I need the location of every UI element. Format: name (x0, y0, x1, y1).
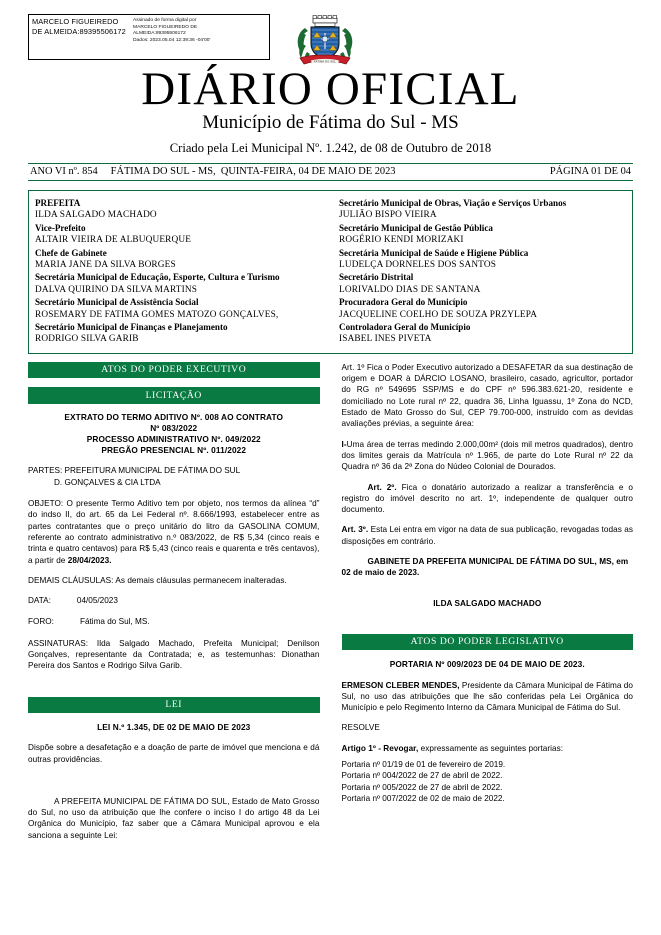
licitacao-objeto-date: 28/04/2023. (67, 555, 112, 565)
official-person: LUDELÇA DORNELES DOS SANTOS (339, 260, 497, 271)
lei-preamble (28, 796, 320, 841)
official-person: DALVA QUIRINO DA SILVA MARTINS (35, 284, 198, 295)
licitacao-partes-line-1: PARTES: PREFEITURA MUNICIPAL DE FÁTIMA DO SUL (28, 466, 241, 476)
licitacao-heading-line-1: EXTRATO DO TERMO ADITIVO Nº. 008 AO CONTRATO (64, 411, 284, 422)
licitacao-heading-line-4: PREGÃO PRESENCIAL Nº. 011/2022 (101, 445, 247, 456)
portaria-author-text: Presidente da Câmara Municipal de Fátima do Sul, no uso das atribuições que lhe são conferidas pela Lei Orgânica do Município e pelo Regimento Interno da Câmara Municipal de Fátima do Sul. (341, 680, 633, 713)
spacer (342, 618, 634, 634)
section-banner-licitacao: LICITAÇÃO (28, 387, 320, 403)
official-person: LORIVALDO DIAS DE SANTANA (339, 284, 481, 295)
spacer (342, 588, 634, 598)
spacer (28, 628, 320, 638)
licitacao-objeto-text: OBJETO: O presente Termo Aditivo tem por objeto, nos termos da alínea “d” do indso II, do art. 65 da Lei Federal nº. 8.666/1993, estabelecer entre as partes contratantes que o preço unitário do litro da GASOLINA COMUM, referente ao contrato administrativo n.º 083/2022, de R$ 5,34 (cinco reais e trinta e quatro centavos) para R$ 5,43 (cinco reais e quarenta e três centavos), a partir de (28, 499, 320, 565)
official-person: ROGÉRIO KENDI MORIZAKI (339, 235, 464, 246)
lei-art3-text: Esta Lei entra em vigor na data de sua publicação, revogadas todas as disposições em contrário. (341, 525, 633, 546)
lei-art3 (342, 524, 634, 547)
official-person: JACQUELINE COELHO DE SOUZA PRZYLEPA (339, 309, 538, 320)
official-role: PREFEITA (35, 198, 81, 208)
section-banner-lei: LEI (28, 697, 320, 713)
official-role: Controladora Geral do Município (339, 322, 471, 333)
lei-gabinete-text: GABINETE DA PREFEITA MUNICIPAL DE FÁTIMA DO SUL, MS, em 02 de maio de 2023. (341, 557, 629, 578)
official-role: Procuradora Geral do Município (339, 297, 468, 308)
official-person: ALTAIR VIEIRA DE ALBUQUERQUE (35, 235, 192, 246)
licitacao-heading-line-2: Nº 083/2022 (150, 422, 198, 433)
portaria-revoked-list (342, 759, 634, 804)
masthead-subtitle: Município de Fátima do Sul - MS (202, 112, 459, 133)
signature-detail-line-4: Dados: 2023.05.04 12:39:36 -04'00' (133, 37, 211, 43)
lei-art2-text: Fica o donatário autorizado a realizar a transferência e o registro do imóvel descrito no art. 1º, independente de qualquer outro documento. (341, 482, 634, 515)
spacer (28, 774, 320, 796)
official-role: Secretário Municipal de Assistência Social (35, 297, 199, 308)
spacer (28, 606, 320, 616)
lei-art3-marker: Art. 3º. (341, 525, 369, 535)
portaria-author-name: ERMESON CLEBER MENDES, (341, 680, 460, 690)
column-right (331, 362, 634, 850)
licitacao-demais-clausulas: DEMAIS CLÁUSULAS: As demais cláusulas permanecem inalteradas. (28, 575, 287, 585)
lei-item-1-marker: I- (341, 439, 347, 449)
masthead (28, 64, 633, 157)
portaria-resolve: RESOLVE (341, 723, 380, 733)
officials-column-left (35, 197, 331, 346)
licitacao-foro-row (28, 616, 320, 627)
issue-page-number: PÁGINA 01 DE 04 (549, 166, 631, 177)
lei-art2-marker: Art. 2º. (367, 482, 397, 492)
body-columns (28, 362, 633, 850)
spacer (28, 681, 320, 697)
portaria-artigo-1-marker: Artigo 1º - Revogar, (341, 743, 419, 753)
page-title: DIÁRIO OFICIAL (141, 63, 520, 115)
licitacao-foro (28, 616, 320, 627)
signature-signer-name: MARCELO FIGUEIREDO DE ALMEIDA:89395506172 (32, 17, 126, 36)
list-item: Portaria nº 01/19 de 01 de fevereiro de 2019. (341, 760, 506, 769)
signature-row (28, 0, 633, 62)
coat-of-arms-icon (294, 14, 356, 70)
column-left (28, 362, 331, 850)
digital-signature-stamp (28, 14, 270, 60)
official-role: Vice-Prefeito (35, 222, 86, 233)
list-item: Portaria nº 007/2022 de 02 de maio de 2022. (341, 793, 505, 803)
spacer (28, 488, 320, 498)
licitacao-assinaturas: ASSINATURAS: Ilda Salgado Machado, Prefeita Municipal; Denilson Gonçalves, representante da Contratada; e, as testemunhas: Dionathan Pereira dos Santos e Rodrigo Silva Garib. (28, 638, 320, 671)
section-banner-legislative: ATOS DO PODER LEGISLATIVO (342, 634, 634, 650)
licitacao-partes-line-2: D. GONÇALVES & CIA LTDA (54, 477, 161, 487)
official-role: Secretário Municipal de Gestão Pública (339, 222, 493, 233)
official-person: JULIÃO BISPO VIEIRA (339, 210, 437, 221)
licitacao-partes (28, 465, 320, 488)
official-person: MARIA JANE DA SILVA BORGES (35, 260, 176, 271)
signature-detail-line-2: MARCELO FIGUEIREDO DE (133, 24, 198, 30)
licitacao-data-value: 04/05/2023 (76, 596, 118, 606)
lei-item-1-text: Uma área de terras medindo 2.000,00m² (dois mil metros quadrados), dentro dos limites gerais da Matrícula nº 1.965, de parte do Lote Rural nº 22 da Quadra nº 36 da 2ª Zona do Núdeo Colonial de Dourados. (341, 439, 633, 472)
lei-gabinete (342, 556, 634, 579)
official-person: ILDA SALGADO MACHADO (35, 210, 157, 221)
lei-item-1 (342, 439, 634, 473)
signature-detail-line-3: ALMEIDA:89395506172 (133, 31, 186, 37)
issue-info-left: ANO VI nº. 854 FÁTIMA DO SUL - MS, QUINTA-FEIRA, 04 DE MAIO DE 2023 (30, 166, 396, 177)
licitacao-data-row (28, 595, 320, 606)
list-item: Portaria nº 004/2022 de 27 de abril de 2022. (341, 771, 503, 781)
official-role: Chefe de Gabinete (35, 247, 107, 258)
licitacao-objeto (28, 498, 320, 566)
lei-art1: Art. 1º Fica o Poder Executivo autorizado a DESAFETAR da sua destinação de origem e DOAR à DÁRCIO LOSANO, brasileiro, casado, agricultor, portador do RG nº 549695 SSP/MS e do CPF nº 596.383.621-20, residente e domiciliado no Lote rural nº 22, quadra 36, Linha Iguassu, 1º Zona do NCD, Estado de Mato Grosso do Sul, CEP 79.700-000, instruído com as devidas avaliações prévias, a seguinte área: (341, 362, 633, 429)
official-role: Secretária Municipal de Saúde e Higiene Pública (339, 247, 529, 258)
licitacao-heading-line-3: PROCESSO ADMINISTRATIVO Nº. 049/2022 (86, 434, 261, 445)
officials-column-right (331, 197, 627, 346)
licitacao-foro-label: FORO: (28, 617, 54, 627)
lei-signer: ILDA SALGADO MACHADO (433, 598, 542, 608)
masthead-created-by: Criado pela Lei Municipal Nº. 1.242, de 08 de Outubro de 2018 (169, 141, 492, 155)
official-role: Secretário Municipal de Obras, Viação e Serviços Urbanos (339, 198, 567, 208)
licitacao-data-label: DATA: (28, 596, 51, 606)
issue-info-bar (28, 163, 633, 181)
licitacao-data (28, 595, 320, 606)
officials-box (28, 190, 633, 354)
official-role: Secretário Distrital (339, 272, 414, 283)
lei-heading: LEI N.º 1.345, DE 02 DE MAIO DE 2023 (97, 722, 251, 733)
licitacao-foro-value: Fátima do Sul, MS. (79, 617, 150, 627)
section-banner-executive: ATOS DO PODER EXECUTIVO (28, 362, 320, 378)
official-person: ISABEL INES PIVETA (339, 334, 432, 345)
official-role: Secretária Municipal de Educação, Esporte, Cultura e Turismo (35, 272, 280, 283)
official-role: Secretário Municipal de Finanças e Planejamento (35, 322, 228, 333)
svg-text:FATIMA DO SUL: FATIMA DO SUL (313, 60, 337, 64)
lei-ementa: Dispõe sobre a desafetação e a doação de parte de imóvel que menciona e dá outras providências. (28, 743, 320, 764)
portaria-heading: PORTARIA Nº 009/2023 DE 04 DE MAIO DE 2023. (389, 659, 585, 670)
official-person: RODRIGO SILVA GARIB (35, 334, 139, 345)
lei-art2 (342, 482, 634, 516)
signature-details (129, 15, 269, 59)
signature-detail-line-1: Assinado de forma digital por (133, 18, 197, 23)
portaria-author (342, 680, 634, 714)
portaria-artigo-1-text: expressamente as seguintes portarias: (418, 743, 564, 753)
list-item: Portaria nº 005/2022 de 27 de abril de 2022. (341, 782, 503, 792)
portaria-artigo-1 (342, 743, 634, 754)
lei-preamble-text: A PREFEITA MUNICIPAL DE FÁTIMA DO SUL, Estado de Mato Grosso do Sul, no uso da atribuição que lhe confere o inciso I do artigo 48 da Lei Orgânica do Município, faz saber que a Câmara Municipal aprovou e ela sanciona a seguinte Lei: (28, 796, 320, 840)
official-person: ROSEMARY DE FATIMA GOMES MATOZO GONÇALVES, (35, 309, 279, 320)
